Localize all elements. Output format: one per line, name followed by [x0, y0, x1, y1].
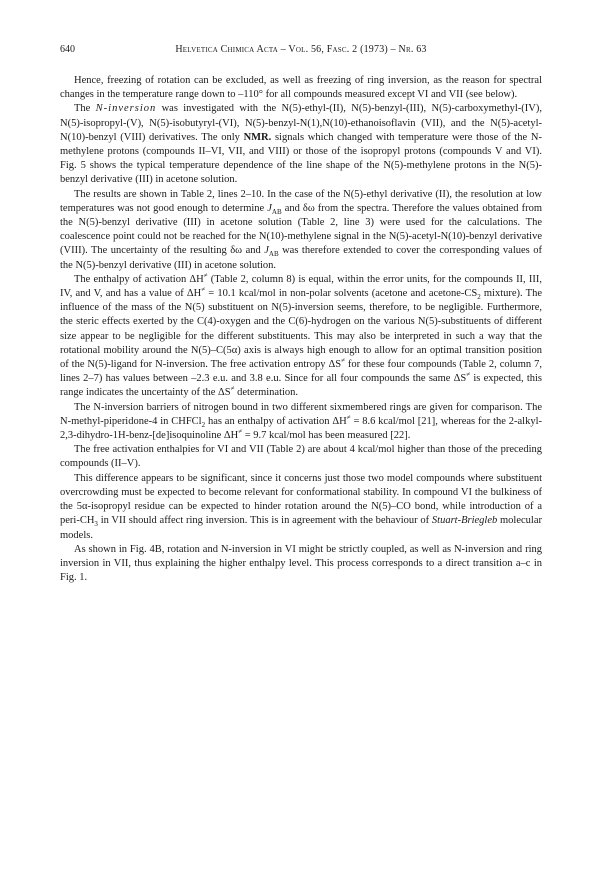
- text-run: The N-inversion barriers of nitrogen bound in two different sixmembered rings are given for comparison. The N-methyl-piperidone-4 in CHFCl: [60, 401, 542, 427]
- text-run: Stuart-Briegleb: [431, 515, 498, 527]
- journal-title: Helvetica Chimica Acta – Vol. 56, Fasc. 2 (1973) – Nr. 63: [175, 44, 427, 55]
- text-run: = 9.7 kcal/mol has been measured [22].: [242, 430, 411, 442]
- text-run: The enthalpy of activation ΔH: [74, 273, 204, 285]
- text-run: Hence, freezing of rotation can be excluded, as well as freezing of ring inversion, as the reason for spectral changes in the temperature range down to –110° for all compounds measured except VI and VII (see below).: [60, 75, 542, 101]
- text-run: 3: [94, 520, 98, 529]
- text-run: ≠: [346, 413, 351, 422]
- text-run: This difference appears to be significant, since it concerns just those two model compounds where substituent overcrowding must be expected to become relevant for conformational stability. In compound VI the bulkiness of the 5α-isopropyl residue can be expected to hinder rotation around the N(5)–CO bond, while introduction of a peri-CH: [60, 472, 542, 527]
- text-run: molecular models.: [60, 515, 542, 541]
- text-run: was investigated with the N(5)-ethyl-(II), N(5)-benzyl-(III), N(5)-carboxymethyl-(IV), N(5)-isopropyl-(V), N(5)-isobutyryl-(VI), N(5)-benzyl-N(1),N(10)-ethanoisoflavin (VII), and the N(5)-acetyl-N(10)-benzyl (VIII) derivatives. The only: [60, 103, 542, 143]
- text-run: The: [74, 103, 96, 115]
- article-body: [60, 74, 542, 585]
- paragraph: [60, 188, 542, 273]
- text-run: in VII should affect ring inversion. This is in agreement with the behaviour of: [97, 515, 432, 527]
- text-run: ≠: [238, 427, 243, 436]
- paragraph: [60, 401, 542, 444]
- text-run: is expected, this range indicates the uncertainty of the ΔS: [60, 373, 543, 399]
- text-run: 2: [201, 420, 206, 429]
- text-run: ≠: [230, 384, 235, 393]
- text-run: J: [264, 245, 269, 257]
- page: [60, 44, 542, 585]
- paragraph: [60, 273, 542, 401]
- text-run: The results are shown in Table 2, lines 2–10. In the case of the N(5)-ethyl derivative (II), the resolution at low temperatures was not good enough to determine: [60, 188, 542, 214]
- paragraph: [60, 472, 542, 543]
- text-run: has an enthalpy of activation ΔH: [205, 415, 347, 427]
- text-run: (Table 2, column 8) is equal, within the error units, for the compounds II, III, IV, and V, and has a value of ΔH: [60, 273, 542, 300]
- text-run: signals which changed with temperature were those of the N-methylene protons (compounds II–VI, VII, and VIII) or those of the isopropyl protons (compounds V and VI). Fig. 5 shows the typical temperature dependence of the line shape of the N(5)-methylene protons in the N(5)-benzyl derivative (III) in acetone solution.: [60, 131, 542, 186]
- text-run: NMR.: [243, 131, 272, 143]
- paragraph: [60, 443, 542, 471]
- text-run: was therefore extended to cover the corresponding values of the N(5)-benzyl derivative (III) in acetone solution.: [60, 245, 542, 271]
- text-run: 2: [477, 293, 481, 302]
- text-run: determination.: [234, 387, 299, 399]
- text-run: ≠: [466, 370, 471, 379]
- paragraph: [60, 543, 542, 586]
- text-run: = 10.1 kcal/mol in non-polar solvents (acetone and acetone-CS: [205, 288, 478, 300]
- text-run: mixture). The influence of the mass of the N(5) substituent on N(5)-inversion seems, therefore, to be negligible. Furthermore, the steric effects exerted by the C(4)-oxygen and the C(6)-hydrogen on the various N(5)-substituents of different size appear to be negligible for the different substituents. This may also be interpreted in such a way that the rotational mobility around the N(5)–C(5α) axis is always high enough to allow for an optimal transition position of the N(5)-ligand for N-inversion. The free activation entropy ΔS: [60, 288, 542, 371]
- text-run: AB: [268, 250, 279, 259]
- text-run: AB: [271, 207, 282, 216]
- text-run: ≠: [201, 285, 206, 294]
- text-run: for these four compounds (Table 2, column 7, lines 2–7) has values between –2.3 e.u. and 3.8 e.u. Since for all four compounds the same ΔS: [60, 359, 542, 385]
- text-run: ≠: [341, 356, 345, 365]
- running-header: [60, 44, 542, 60]
- text-run: ≠: [203, 271, 208, 280]
- paragraph: [60, 74, 542, 102]
- page-number: 640: [60, 44, 75, 55]
- text-run: The free activation enthalpies for VI and VII (Table 2) are about 4 kcal/mol higher than those of the preceding compounds (II–V).: [60, 444, 542, 470]
- text-run: N-inversion: [95, 103, 157, 115]
- paragraph: [60, 102, 542, 187]
- text-run: As shown in Fig. 4B, rotation and N-inversion in VI might be strictly coupled, as well as N-inversion and ring inversion in VII, thus explaining the higher enthalpy level. This process corresponds to a direct transition a–c in Fig. 1.: [60, 543, 542, 584]
- text-run: = 8.6 kcal/mol [21], whereas for the 2-alkyl-2,3-dihydro-1H-benz-[de]isoquinoline ΔH: [60, 415, 542, 442]
- text-run: and δω from the spectra. Therefore the values obtained from the N(5)-benzyl derivative (III) in acetone solution (Table 2, line 3) were used for the calculations. The coalescence point could not be reached for the N(10)-methylene signal in the N(5)-acetyl-N(10)-benzyl derivative (VIII). The uncertainty of the resulting δω and: [60, 202, 542, 257]
- text-run: J: [267, 202, 272, 214]
